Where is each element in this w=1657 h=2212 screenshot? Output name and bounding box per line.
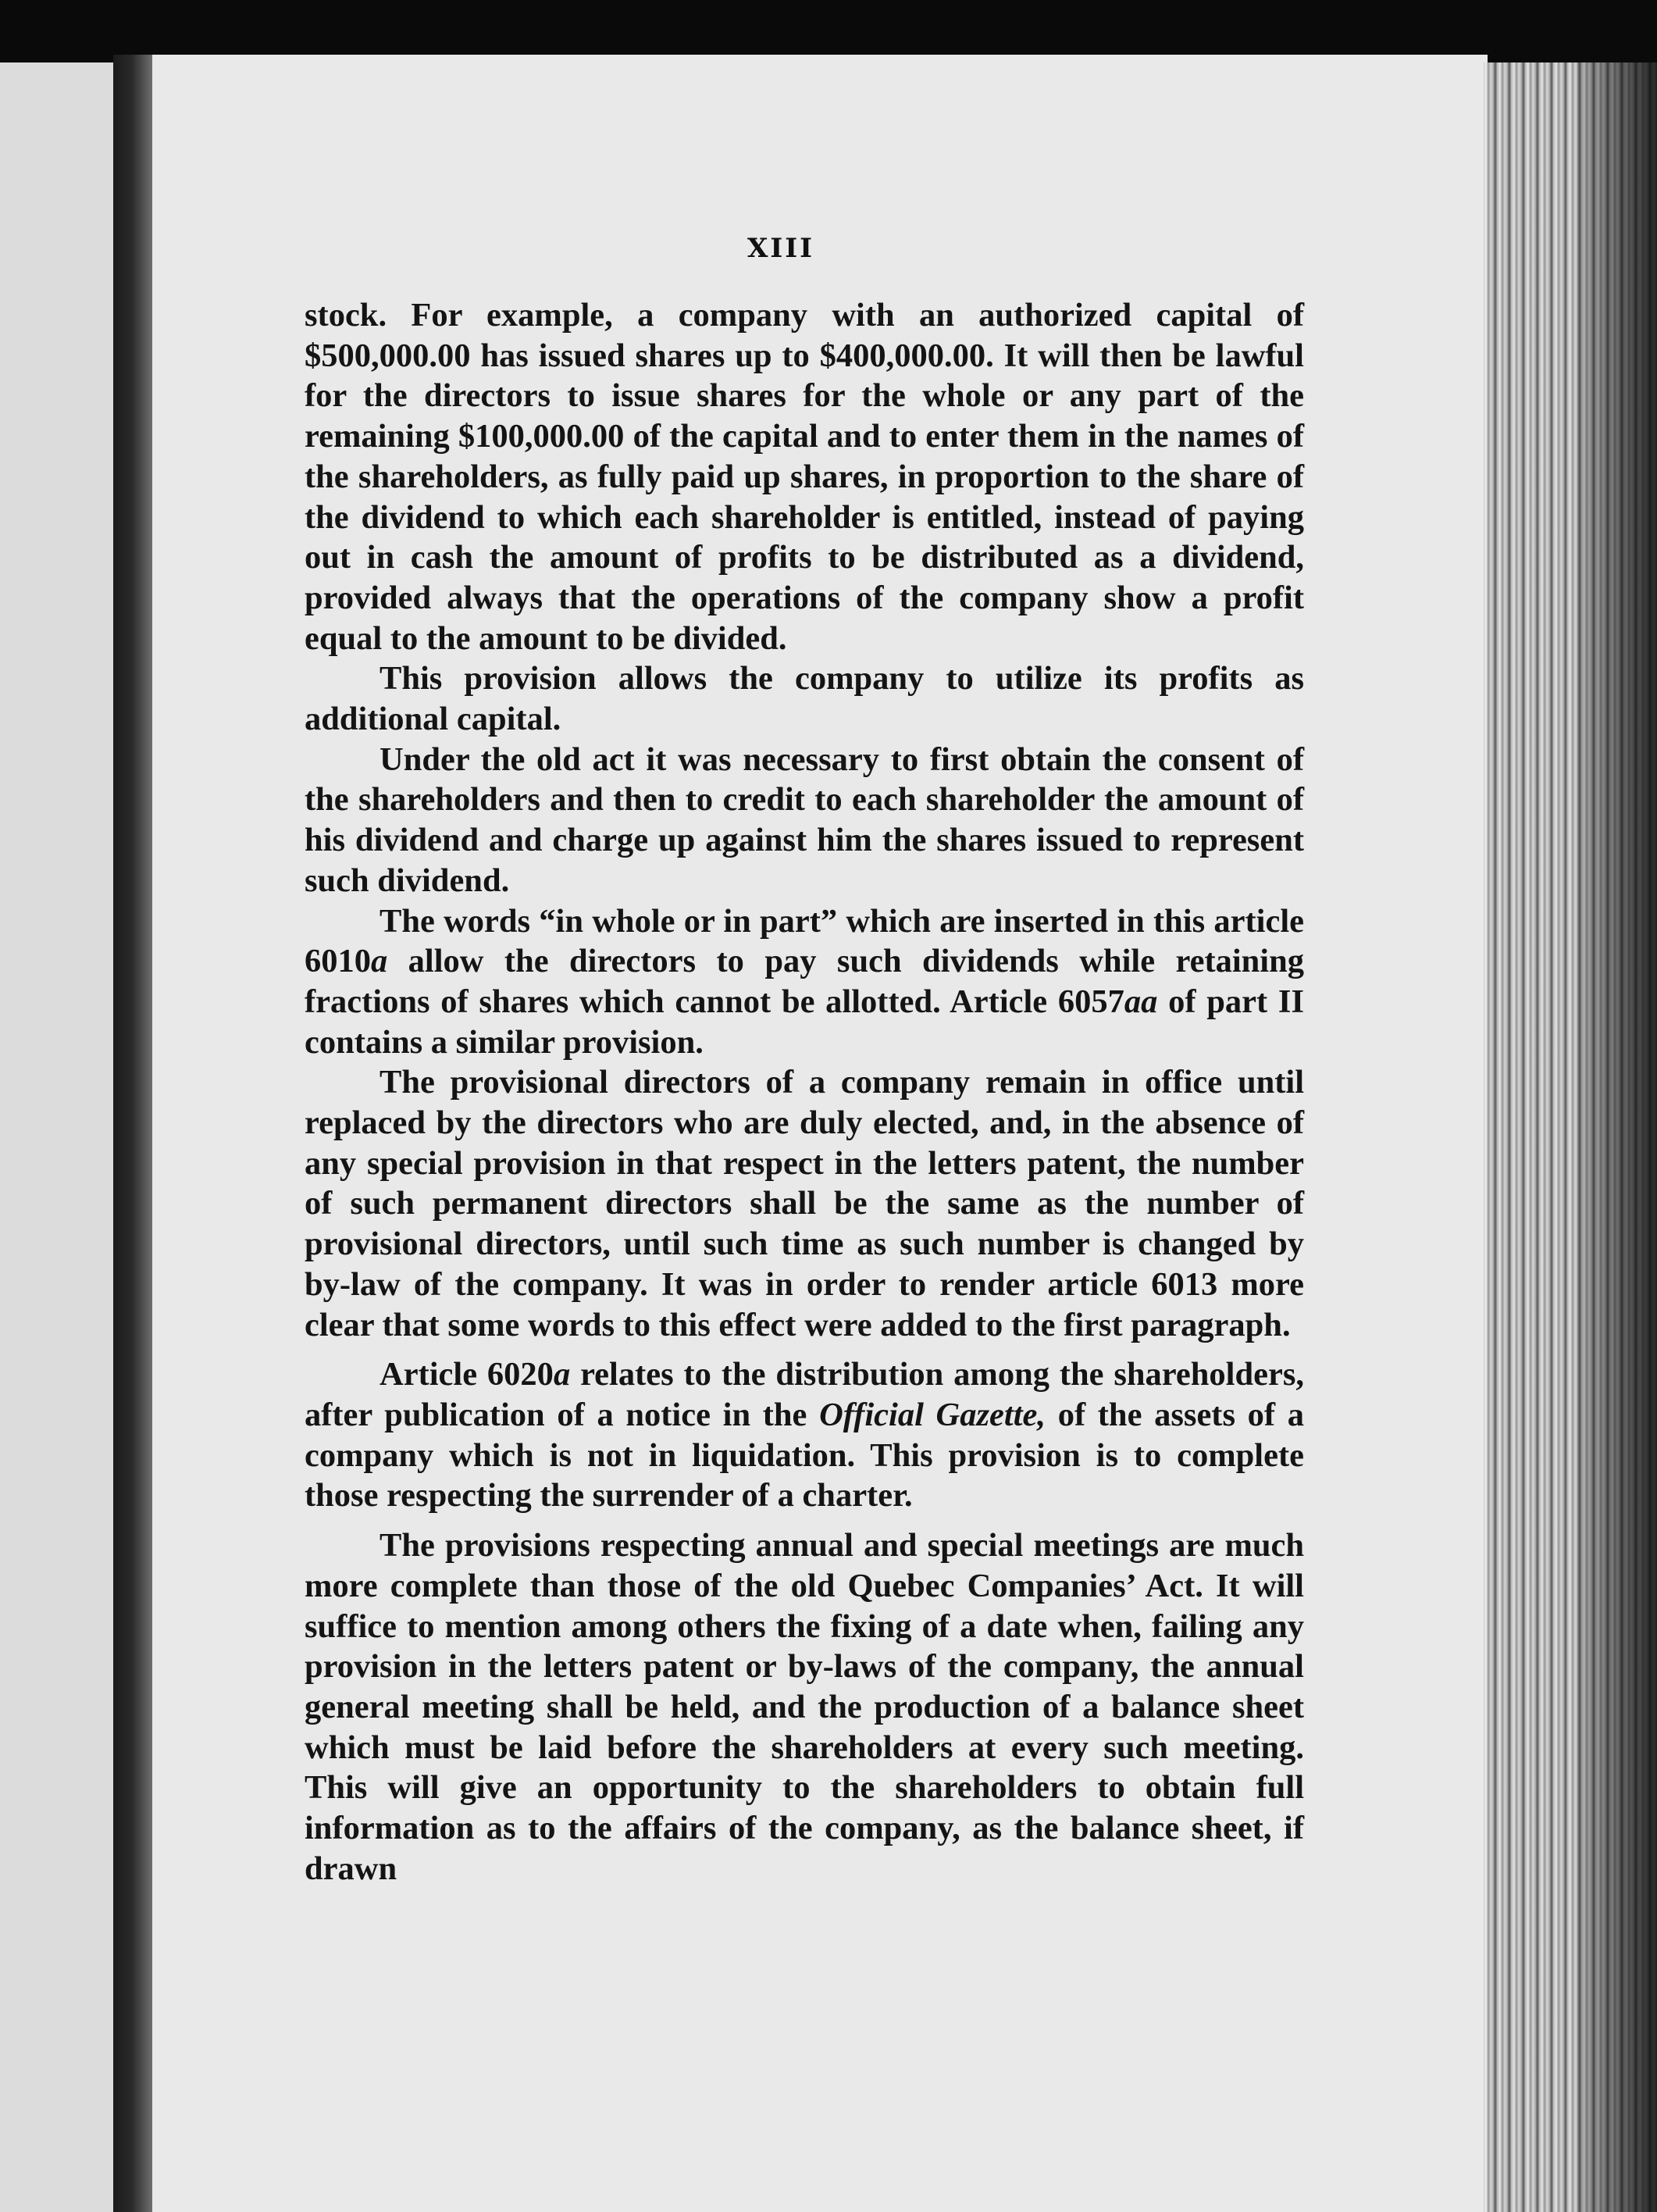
page-stack-shadow xyxy=(1577,62,1657,2212)
paragraph xyxy=(305,1354,1304,1516)
italic-run: Official Gazette, xyxy=(819,1396,1046,1433)
facing-page-edge xyxy=(0,62,113,2212)
page-number: XIII xyxy=(747,233,815,264)
paragraph: This provision allows the company to utilize its profits as additional capital. xyxy=(305,660,1304,738)
italic-run: aa xyxy=(1124,983,1158,1020)
paragraph: The provisions respecting annual and special meetings are much more complete than those of the old Quebec Companies’ Act. It will suffice to mention among others the fixing of a date when, failing any provision in the letters patent or by-laws of the company, the annual general meeting shall be held, and the production of a balance sheet which must be laid before the shareholders at every such meeting. This will give an opportunity to the shareholders to obtain full information as to the affairs of the company, as the balance sheet, if drawn xyxy=(305,1527,1304,1887)
body-text xyxy=(305,295,1304,1889)
text-run: of the assets of a company which is not in liquidation. This provision is to complete those respecting the surrender of a charter. xyxy=(305,1396,1305,1515)
paragraph: The provisional directors of a company remain in office until replaced by the directors who are duly elected, and, in the absence of any special provision in that respect in the letters patent, the number of such permanent directors shall be the same as the number of provisional directors, until such time as such number is changed by by-law of the company. It was in order to render article 6013 more clear that some words to this effect were added to the first paragraph. xyxy=(305,1064,1304,1343)
text-run: relates to the distribution among the shareholders, after publication of a notice in the xyxy=(305,1356,1304,1433)
paragraph: Under the old act it was necessary to first obtain the consent of the shareholders and then to credit to each shareholder the amount of his dividend and charge up against him the shares issued to represent such dividend. xyxy=(305,740,1304,899)
text-run: allow the directors to pay such dividends while retaining fractions of shares which cannot be allotted. Article 6057 xyxy=(305,943,1304,1020)
italic-run: a xyxy=(553,1356,571,1393)
text-run: of part II contains a similar provision. xyxy=(305,983,1304,1061)
paragraph: stock. For example, a company with an authorized capital of $500,000.00 has issued shares up to $400,000.00. It will then be lawful for the directors to issue shares for the whole or any part of the remaining $100,000.00 of the capital and to enter them in the names of the shareholders, as fully paid up shares, in proportion to the share of the dividend to which each shareholder is entitled, instead of paying out in cash the amount of profits to be distributed as a dividend, provided always that the operations of the company show a profit equal to the amount to be divided. xyxy=(305,297,1304,657)
paragraph xyxy=(305,901,1304,1063)
text-run: Article 6020 xyxy=(380,1356,554,1393)
text-run: The words “in whole or in part” which are inserted in this article 6010 xyxy=(305,902,1304,980)
italic-run: a xyxy=(371,943,388,980)
